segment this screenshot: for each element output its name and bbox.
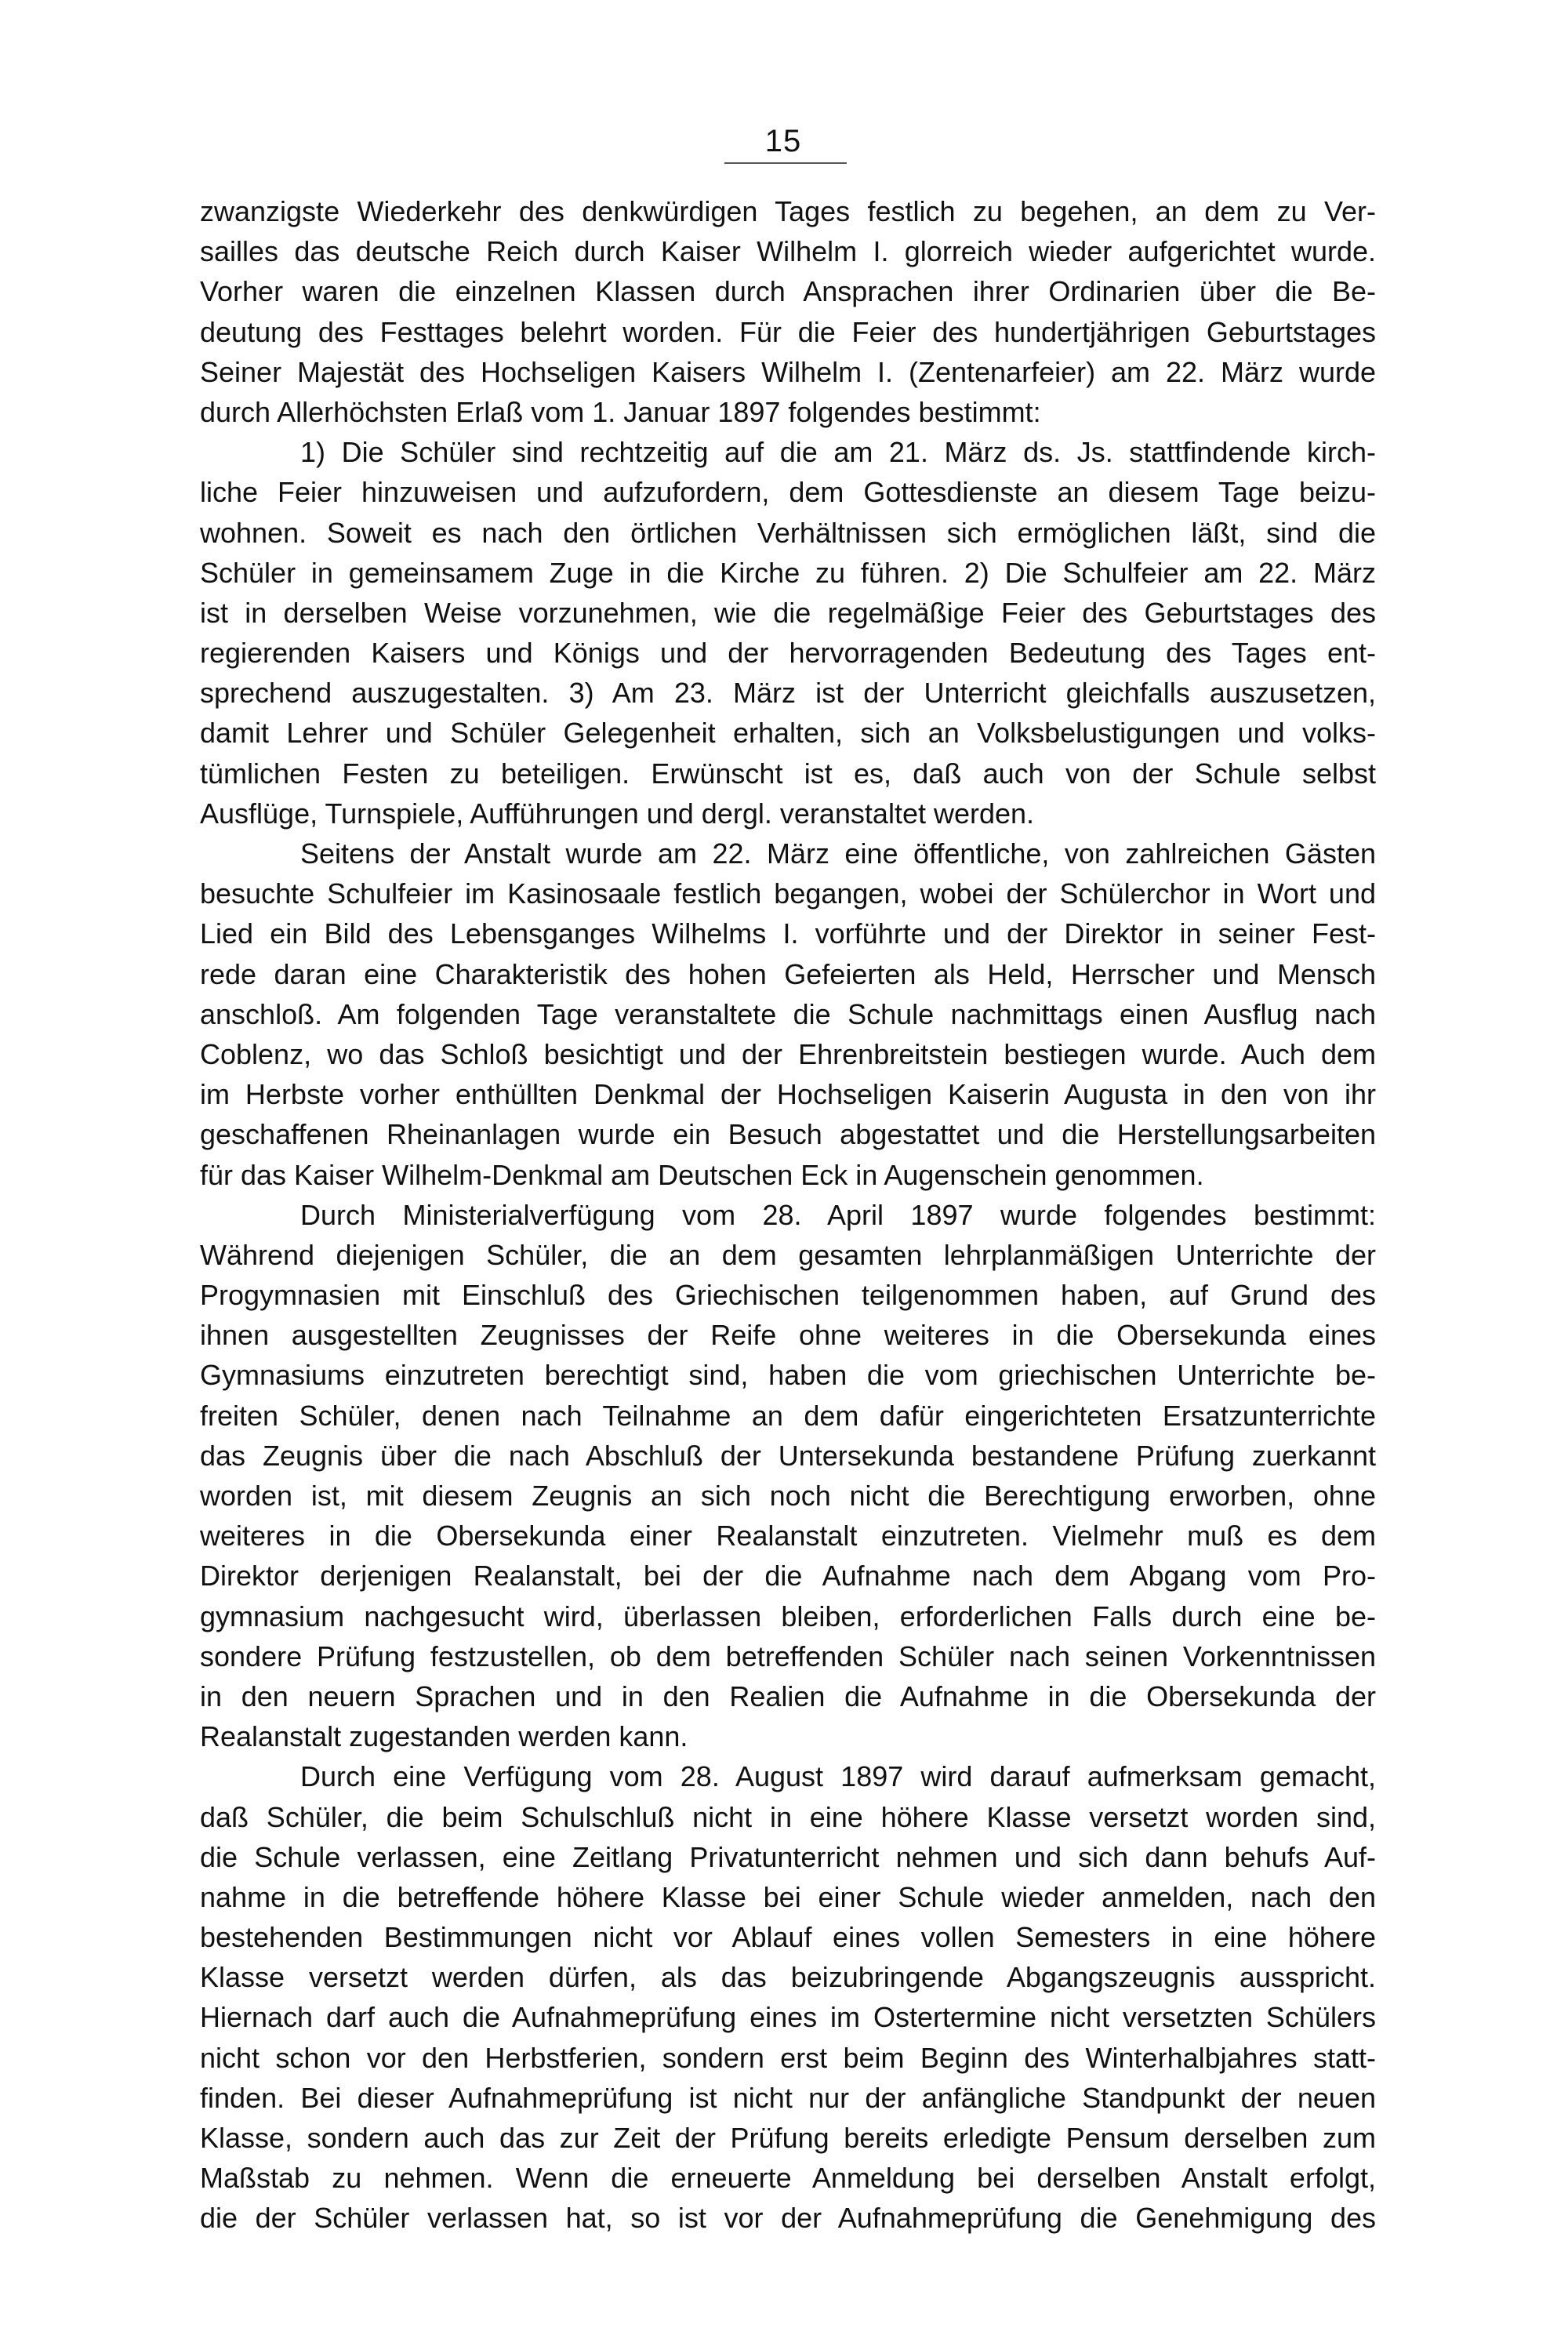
text-line: sondere Prüfung festzustellen, ob dem betreffenden Schüler nach seinen Vorkenntnissen	[200, 1640, 1376, 1672]
text-line: worden ist, mit diesem Zeugnis an sich noch nicht die Berechtigung erworben, ohne	[200, 1480, 1376, 1512]
text-line: Progymnasien mit Einschluß des Griechischen teilgenommen haben, auf Grund des	[200, 1279, 1376, 1312]
text-line: die der Schüler verlassen hat, so ist vor der Aufnahmeprüfung die Genehmigung des	[200, 2202, 1376, 2235]
text-line: Hiernach darf auch die Aufnahmeprüfung eines im Ostertermine nicht versetzten Schülers	[200, 2001, 1376, 2034]
text-line: Vorher waren die einzelnen Klassen durch Ansprachen ihrer Ordinarien über die Be-	[200, 275, 1376, 308]
text-line: anschloß. Am folgenden Tage veranstaltete die Schule nachmittags einen Ausflug nach	[200, 997, 1376, 1030]
text-line: wohnen. Soweit es nach den örtlichen Verhältnissen sich ermöglichen läßt, sind die	[200, 516, 1376, 549]
text-line: deutung des Festtages belehrt worden. Für die Feier des hundertjährigen Geburtstages	[200, 315, 1376, 348]
page-number: 15	[764, 124, 802, 158]
text-line: finden. Bei dieser Aufnahmeprüfung ist nicht nur der anfängliche Standpunkt der neuen	[200, 2081, 1376, 2114]
text-line: Lied ein Bild des Lebensganges Wilhelms I. vorführte und der Direktor in seiner Fest-	[200, 917, 1376, 950]
body-text	[200, 191, 1376, 2239]
text-line: das Zeugnis über die nach Abschluß der Untersekunda bestandene Prüfung zuerkannt	[200, 1439, 1376, 1472]
text-line: rede daran eine Charakteristik des hohen Gefeierten als Held, Herrscher und Mensch	[200, 957, 1376, 990]
text-line: Maßstab zu nehmen. Wenn die erneuerte Anmeldung bei derselben Anstalt erfolgt,	[200, 2162, 1376, 2195]
text-line: 1) Die Schüler sind rechtzeitig auf die am 21. März ds. Js. stattfindende kirch-	[300, 436, 1376, 469]
text-line: gymnasium nachgesucht wird, überlassen bleiben, erforderlichen Falls durch eine be-	[200, 1600, 1376, 1632]
text-line: weiteres in die Obersekunda einer Realanstalt einzutreten. Vielmehr muß es dem	[200, 1520, 1376, 1552]
page-number-rule	[724, 162, 847, 164]
text-line: besuchte Schulfeier im Kasinosaale festlich begangen, wobei der Schülerchor in Wort und	[200, 877, 1376, 910]
text-line: Durch Ministerialverfügung vom 28. April 1897 wurde folgendes bestimmt:	[300, 1198, 1376, 1231]
text-line: sailles das deutsche Reich durch Kaiser Wilhelm I. glorreich wieder aufgerichtet wurde.	[200, 235, 1376, 268]
text-line: bestehenden Bestimmungen nicht vor Ablauf eines vollen Semesters in eine höhere	[200, 1921, 1376, 1954]
text-line: durch Allerhöchsten Erlaß vom 1. Januar 1897 folgendes bestimmt:	[200, 395, 1041, 428]
text-line: Seitens der Anstalt wurde am 22. März eine öffentliche, von zahlreichen Gästen	[300, 837, 1376, 870]
text-line: nahme in die betreffende höhere Klasse bei einer Schule wieder anmelden, nach den	[200, 1880, 1376, 1913]
text-line: Direktor derjenigen Realanstalt, bei der die Aufnahme nach dem Abgang vom Pro-	[200, 1560, 1376, 1592]
text-line: Klasse, sondern auch das zur Zeit der Prüfung bereits erledigte Pensum derselben zum	[200, 2122, 1376, 2154]
text-line: Seiner Majestät des Hochseligen Kaisers Wilhelm I. (Zentenarfeier) am 22. März wurde	[200, 355, 1376, 388]
text-line: daß Schüler, die beim Schulschluß nicht in eine höhere Klasse versetzt worden sind,	[200, 1800, 1376, 1833]
text-line: Durch eine Verfügung vom 28. August 1897 wird darauf aufmerksam gemacht,	[300, 1760, 1376, 1793]
text-line: ist in derselben Weise vorzunehmen, wie die regelmäßige Feier des Geburtstages des	[200, 596, 1376, 629]
text-line: liche Feier hinzuweisen und aufzufordern, dem Gottesdienste an diesem Tage beizu-	[200, 476, 1376, 509]
text-line: sprechend auszugestalten. 3) Am 23. März ist der Unterricht gleichfalls auszusetzen,	[200, 677, 1376, 710]
text-line: die Schule verlassen, eine Zeitlang Privatunterricht nehmen und sich dann behufs Auf-	[200, 1840, 1376, 1873]
text-line: geschaffenen Rheinanlagen wurde ein Besuch abgestattet und die Herstellungsarbeiten	[200, 1118, 1376, 1151]
text-line: Gymnasiums einzutreten berechtigt sind, haben die vom griechischen Unterrichte be-	[200, 1359, 1376, 1392]
text-line: tümlichen Festen zu beteiligen. Erwünscht ist es, daß auch von der Schule selbst	[200, 757, 1376, 790]
text-line: zwanzigste Wiederkehr des denkwürdigen Tages festlich zu begehen, an dem zu Ver-	[200, 195, 1376, 227]
text-line: in den neuern Sprachen und in den Realien die Aufnahme in die Obersekunda der	[200, 1680, 1376, 1712]
text-line: Realanstalt zugestanden werden kann.	[200, 1720, 688, 1753]
text-line: Klasse versetzt werden dürfen, als das beizubringende Abgangszeugnis ausspricht.	[200, 1961, 1376, 1994]
text-line: Schüler in gemeinsamem Zuge in die Kirche zu führen. 2) Die Schulfeier am 22. März	[200, 556, 1376, 589]
text-line: Während diejenigen Schüler, die an dem gesamten lehrplanmäßigen Unterrichte der	[200, 1238, 1376, 1271]
text-line: Coblenz, wo das Schloß besichtigt und der Ehrenbreitstein bestiegen wurde. Auch dem	[200, 1037, 1376, 1070]
text-line: ihnen ausgestellten Zeugnisses der Reife ohne weiteres in die Obersekunda eines	[200, 1319, 1376, 1352]
text-line: freiten Schüler, denen nach Teilnahme an dem dafür eingerichteten Ersatzunterrichte	[200, 1399, 1376, 1432]
text-line: im Herbste vorher enthüllten Denkmal der Hochseligen Kaiserin Augusta in den von ihr	[200, 1078, 1376, 1111]
text-line: damit Lehrer und Schüler Gelegenheit erhalten, sich an Volksbelustigungen und volks-	[200, 717, 1376, 750]
text-line: Ausflüge, Turnspiele, Aufführungen und dergl. veranstaltet werden.	[200, 797, 1035, 830]
text-line: regierenden Kaisers und Königs und der hervorragenden Bedeutung des Tages ent-	[200, 637, 1376, 670]
text-line: nicht schon vor den Herbstferien, sondern erst beim Beginn des Winterhalbjahres statt-	[200, 2041, 1376, 2074]
text-line: für das Kaiser Wilhelm-Denkmal am Deutschen Eck in Augenschein genommen.	[200, 1158, 1204, 1191]
